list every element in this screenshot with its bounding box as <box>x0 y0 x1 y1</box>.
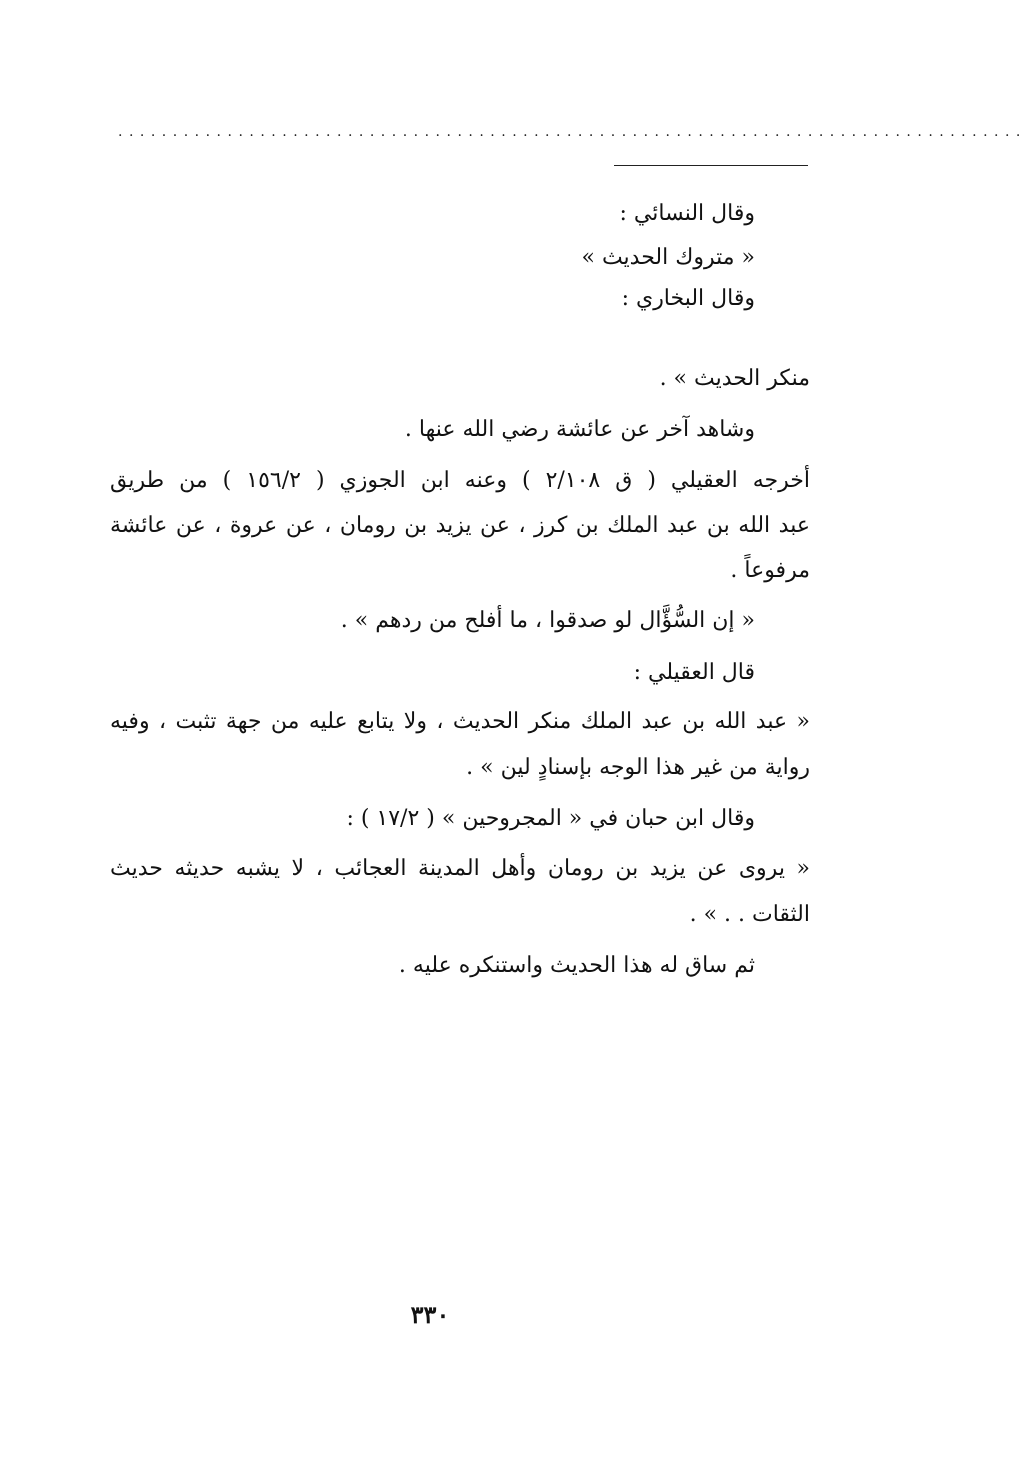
text-line: « متروك الحديث » <box>581 245 755 270</box>
text-line: قال العقيلي : <box>633 660 755 685</box>
quoted-text: رواية من غير هذا الوجه بإسنادٍ لين » . <box>466 755 810 780</box>
text-line: وقال ابن حبان في « المجروحين » ( ١٧/٢ ) : <box>346 806 755 831</box>
text-line: وقال البخاري : <box>621 286 755 311</box>
footnote-rule <box>614 165 808 166</box>
text-line: وقال النسائي : <box>619 201 755 226</box>
text-line: مرفوعاً . <box>730 558 810 583</box>
quoted-text: « يروى عن يزيد بن رومان وأهل المدينة العجائب ، لا يشبه حديثه حديث <box>110 856 810 881</box>
text-line: وشاهد آخر عن عائشة رضي الله عنها . <box>404 417 755 442</box>
separator-dots: ................................................................................... <box>118 124 1027 140</box>
text-line: ثم ساق له هذا الحديث واستنكره عليه . <box>398 953 755 978</box>
text-line: عبد الله بن عبد الملك بن كرز ، عن يزيد بن رومان ، عن عروة ، عن عائشة <box>110 513 810 538</box>
text-line: منكر الحديث » . <box>659 366 810 391</box>
text-line: أخرجه العقيلي ( ق ٢/١٠٨ ) وعنه ابن الجوزي ( ١٥٦/٢ ) من طريق <box>110 468 810 493</box>
quoted-text: الثقات . . » . <box>689 902 810 927</box>
quoted-text: « عبد الله بن عبد الملك منكر الحديث ، ولا يتابع عليه من جهة تثبت ، وفيه <box>110 709 810 734</box>
quoted-hadith: « إن السُّؤَّال لو صدقوا ، ما أفلح من ردهم » . <box>340 608 755 633</box>
page-number: ٣٣٠ <box>410 1300 450 1329</box>
